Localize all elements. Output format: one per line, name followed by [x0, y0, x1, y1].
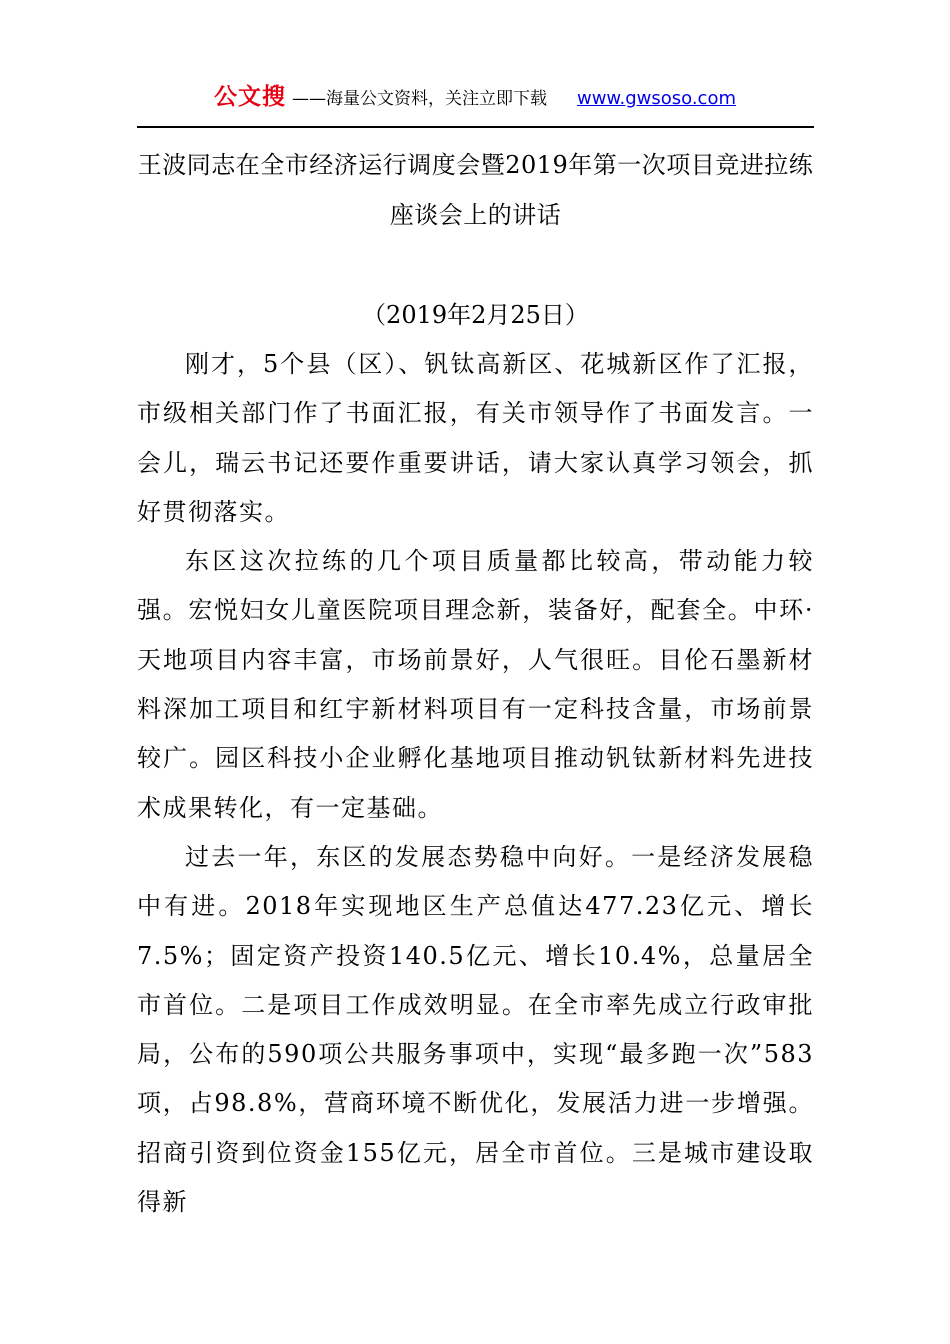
body-paragraph: 刚才，5个县（区）、钒钛高新区、花城新区作了汇报，市级相关部门作了书面汇报，有关市领导作了书面发言。一会儿，瑞云书记还要作重要讲话，请大家认真学习领会，抓好贯彻落实。 [137, 350, 814, 526]
site-link[interactable]: www.gwsoso.com [576, 88, 736, 109]
header-divider [137, 126, 814, 128]
body-paragraph: 过去一年，东区的发展态势稳中向好。一是经济发展稳中有进。2018年实现地区生产总值达477.23亿元、增长7.5%；固定资产投资140.5亿元、增长10.4%，总量居全市首位。二是项目工作成效明显。在全市率先成立行政审批局，公布的590项公共服务事项中，实现“最多跑一次”583项，占98.8%，营商环境不断优化，发展活力进一步增强。招商引资到位资金155亿元，居全市首位。三是城市建设取得新 [137, 842, 814, 1217]
document-title: 王波同志在全市经济运行调度会暨2019年第一次项目竞进拉练座谈会上的讲话 [137, 151, 814, 229]
document-date: （2019年2月25日） [362, 301, 589, 329]
header-bar [0, 78, 950, 114]
document-body [137, 340, 814, 1227]
brand-logo: 公文搜 [213, 84, 286, 110]
header-tagline: ——海量公文资料，关注立即下载 [291, 89, 547, 109]
body-paragraph: 东区这次拉练的几个项目质量都比较高，带动能力较强。宏悦妇女儿童医院项目理念新，装备好，配套全。中环·天地项目内容丰富，市场前景好，人气很旺。目伦石墨新材料深加工项目和红宇新材料项目有一定科技含量，市场前景较广。园区科技小企业孵化基地项目推动钒钛新材料先进技术成果转化，有一定基础。 [137, 547, 814, 822]
